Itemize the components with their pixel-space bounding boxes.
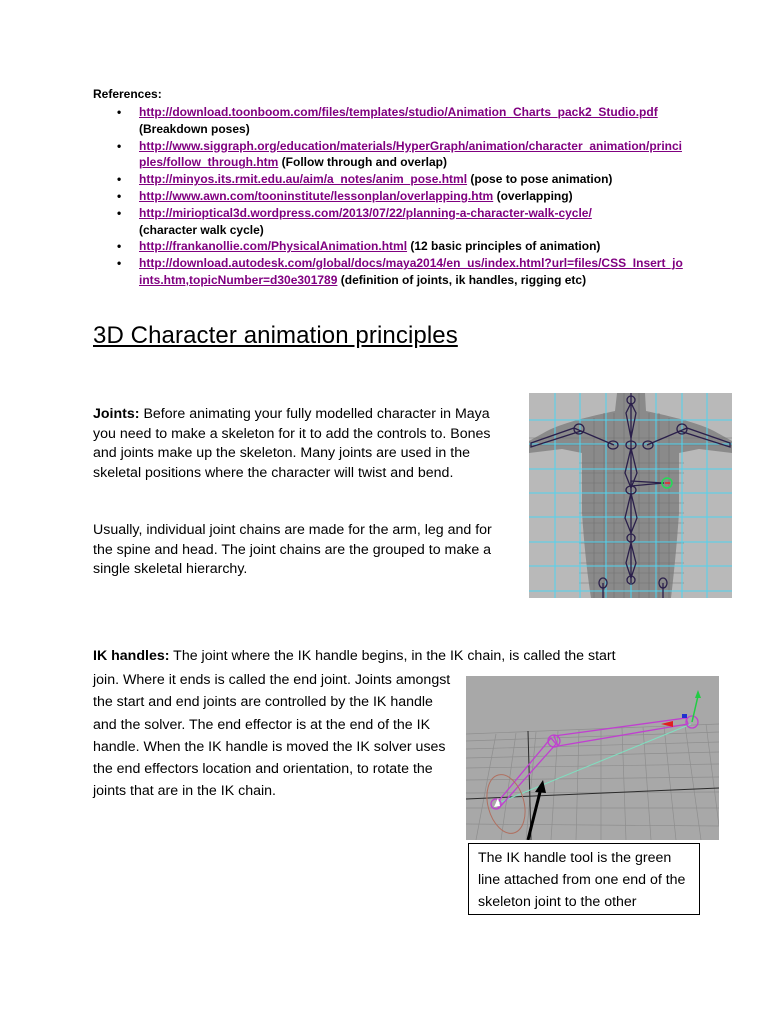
joint-chains-paragraph: Usually, individual joint chains are made for the arm, leg and for the spine and head. The joint chains are the grouped to make a single skeletal hierarchy.	[93, 522, 492, 577]
bullet-icon: •	[117, 138, 122, 153]
bullet-icon: •	[117, 188, 122, 203]
reference-item	[93, 238, 683, 255]
bullet-icon: •	[117, 256, 122, 271]
reference-note: (definition of joints, ik handles, rigging etc)	[337, 272, 587, 287]
skeleton-wireframe-image	[529, 393, 732, 598]
bullet-icon: •	[117, 205, 122, 220]
references-title: References:	[93, 87, 162, 101]
reference-link[interactable]: http://www.awn.com/tooninstitute/lessonplan/overlapping.htm	[139, 188, 494, 203]
reference-note: (Follow through and overlap)	[278, 155, 447, 170]
reference-note: (character walk cycle)	[139, 222, 264, 237]
ik-chain-icon	[466, 676, 719, 840]
reference-item	[93, 255, 683, 289]
reference-link[interactable]: http://www.siggraph.org/education/materials/HyperGraph/animation/character_animation/principles/follow_through.htm	[139, 138, 682, 170]
bullet-icon: •	[117, 105, 122, 119]
ik-caption-textbox: The IK handle tool is the green line attached from one end of the skeleton joint to the other	[468, 843, 700, 915]
ik-handles-first-line: IK handles: The joint where the IK handle begins, in the IK chain, is called the start	[93, 648, 616, 664]
reference-item	[93, 205, 683, 239]
references-list	[93, 104, 683, 289]
bullet-icon: •	[117, 239, 122, 254]
bullet-icon: •	[117, 172, 122, 187]
reference-note: (overlapping)	[493, 188, 573, 203]
reference-item	[93, 171, 683, 188]
joints-label: Joints:	[93, 406, 140, 422]
reference-link[interactable]: http://frankanollie.com/PhysicalAnimation.html	[139, 239, 408, 254]
ik-handles-label: IK handles:	[93, 648, 170, 664]
reference-note: (Breakdown poses)	[139, 121, 250, 136]
reference-item	[93, 188, 683, 205]
reference-note: (12 basic principles of animation)	[407, 239, 601, 254]
ik-chain-image	[466, 676, 719, 840]
reference-note: (pose to pose animation)	[467, 172, 613, 187]
reference-link[interactable]: http://download.toonboom.com/files/templates/studio/Animation_Charts_pack2_Studio.pdf	[139, 105, 658, 119]
joints-paragraph	[93, 405, 513, 483]
reference-link[interactable]: http://minyos.its.rmit.edu.au/aim/a_notes/anim_pose.html	[139, 172, 468, 187]
skeleton-wireframe-icon	[529, 393, 732, 598]
reference-item	[93, 104, 683, 138]
reference-link[interactable]: http://download.autodesk.com/global/docs/maya2014/en_us/index.html?url=files/CSS_Insert_joints.htm,topicNumber=d30e301789	[139, 256, 683, 287]
page-title: 3D Character animation principles	[93, 322, 458, 349]
reference-link[interactable]: http://mirioptical3d.wordpress.com/2013/07/22/planning-a-character-walk-cycle/	[139, 205, 592, 220]
ik-handles-paragraph: join. Where it ends is called the end joint. Joints amongst the start and end joints are controlled by the IK handle and the solver. The end effector is at the end of the IK handle. When the IK handle is moved the IK solver uses the end effectors location and orientation, to rotate the joints that are in the IK chain.	[93, 672, 451, 800]
reference-item	[93, 138, 683, 172]
joints-text: Before animating your fully modelled character in Maya you need to make a skeleton for it to add the controls to. Bones and joints make up the skeleton. Many joints are used in the skeletal positions where the character will twist and bend.	[93, 406, 491, 481]
